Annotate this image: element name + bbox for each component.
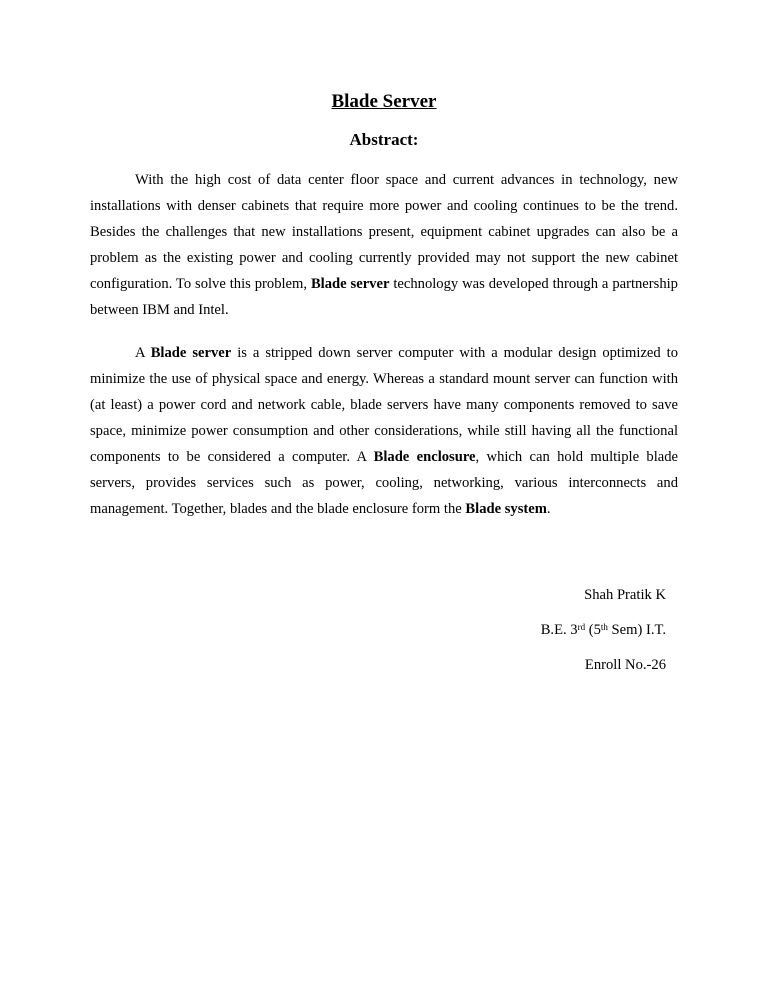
author-name: Shah Pratik K xyxy=(584,587,666,603)
paragraph-1-text-b: technology was developed through a partnership between IBM and Intel. xyxy=(90,276,678,318)
paragraph-2-text-a: A xyxy=(135,345,151,361)
paragraph-2-text-b: is a stripped down server computer with a modular design optimized to minimize the use of physical space and energy. Whereas a standard mount server can function with (at least) a power cord and network cable, blade servers have many components removed to save space, minimize power consumption and other considerations, while still having all the functional components to be considered a computer. A xyxy=(90,345,679,465)
abstract-heading: Abstract: xyxy=(349,130,419,149)
paragraph-1-text-a: With the high cost of data center floor space and current advances in technology, new installations with denser cabinets that require more power and cooling continues to be the trend. Besides the challenges that new installations present, equipment cabinet upgrades can also be a problem as the existing power and cooling currently provided may not support the new cabinet configuration. To solve this problem, xyxy=(90,172,678,292)
author-class xyxy=(541,620,666,640)
paragraph-2-bold-blade-server: Blade server xyxy=(150,345,232,361)
paragraph-2-bold-blade-system: Blade system xyxy=(465,501,547,517)
paragraph-2-text-d: . xyxy=(546,501,551,517)
class-superscript-rd: rd xyxy=(577,622,586,632)
class-prefix: B.E. 3 xyxy=(540,622,578,638)
author-enroll-number: Enroll No.-26 xyxy=(584,657,666,673)
document-title: Blade Server xyxy=(331,91,437,112)
paragraph-1-bold-blade-server: Blade server xyxy=(310,276,390,292)
class-suffix: Sem) I.T. xyxy=(607,622,666,638)
class-mid: (5 xyxy=(585,622,601,638)
abstract-paragraph-1 xyxy=(90,167,678,323)
class-superscript-th: th xyxy=(600,622,608,632)
paragraph-2-bold-blade-enclosure: Blade enclosure xyxy=(373,449,476,465)
abstract-paragraph-2 xyxy=(90,340,678,522)
paragraph-2-text-c: , which can hold multiple blade servers, provides services such as power, cooling, networking, various interconnects and management. Together, blades and the blade enclosure form the xyxy=(90,449,678,517)
